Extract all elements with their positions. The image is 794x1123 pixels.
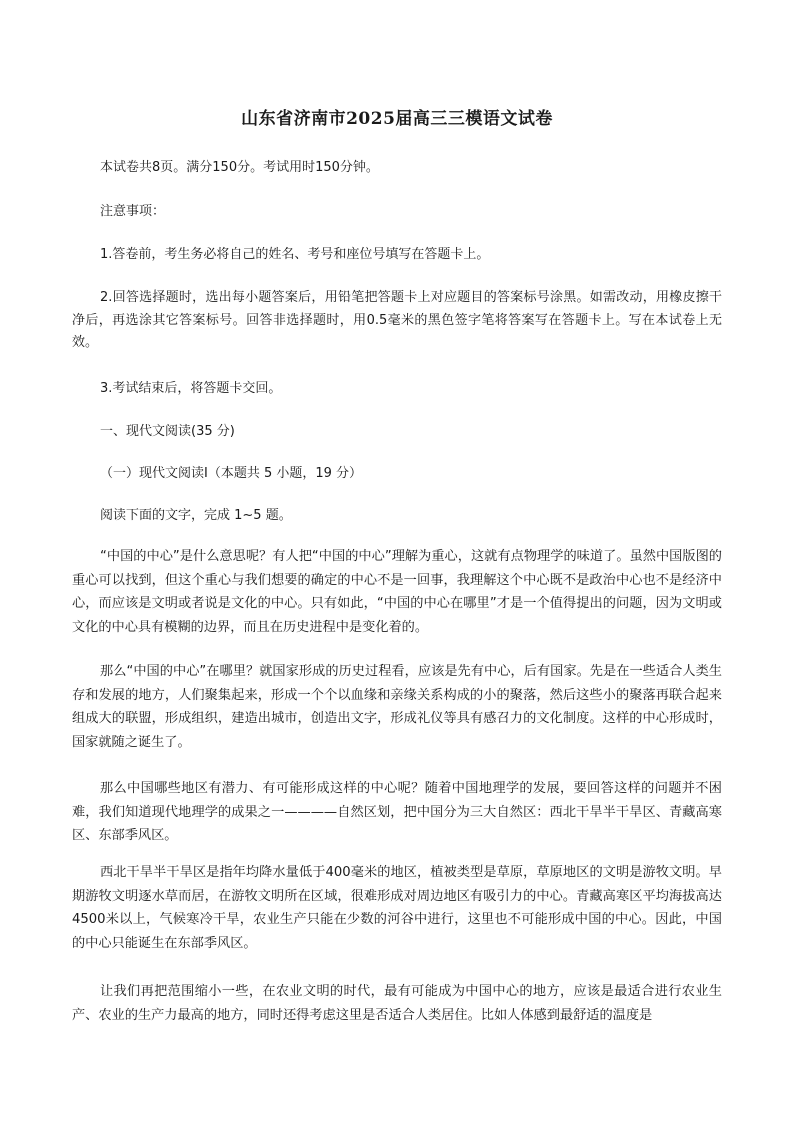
notice-heading: 注意事项： bbox=[100, 204, 166, 219]
reading-instruction: 阅读下面的文字，完成 1~5 题。 bbox=[100, 508, 292, 523]
passage-paragraph-2: 那么“中国的中心”在哪里？就国家形成的历史过程看，应该是先有中心，后有国家。先是在一些适合人类生存和发展的地方，人们聚集起来，形成一个个以血缘和亲缘关系构成的小的聚落，然后这些小的聚落再联合起来组成大的联盟，形成组织，建造出城市，创造出文字，形成礼仪等具有感召力的文化制度。这样的中心形成时，国家就随之诞生了。 bbox=[72, 664, 722, 750]
passage-paragraph-5: 让我们再把范围缩小一些，在农业文明的时代，最有可能成为中国中心的地方，应该是最适合进行农业生产、农业的生产力最高的地方，同时还得考虑这里是否适合人类居住。比如人体感到最舒适的温度是 bbox=[72, 984, 722, 1023]
passage-paragraph-1: “中国的中心”是什么意思呢？有人把“中国的中心”理解为重心，这就有点物理学的味道了。虽然中国版图的重心可以找到，但这个重心与我们想要的确定的中心不是一回事，我理解这个中心既不是政治中心也不是经济中心，而应该是文明或者说是文化的中心。只有如此，“中国的中心在哪里”才是一个值得提出的问题，因为文明或文化的中心具有模糊的边界，而且在历史进程中是变化着的。 bbox=[72, 549, 722, 635]
notice-item-2: 2.回答选择题时，选出每小题答案后，用铅笔把答题卡上对应题目的答案标号涂黑。如需改动，用橡皮擦干净后，再选涂其它答案标号。回答非选择题时，用0.5毫米的黑色签字笔将答案写在答题卡上。写在本试卷上无效。 bbox=[72, 290, 722, 350]
passage-paragraph-4: 西北干旱半干旱区是指年均降水量低于400毫米的地区，植被类型是草原，草原地区的文明是游牧文明。早期游牧文明逐水草而居，在游牧文明所在区域，很难形成对周边地区有吸引力的中心。青藏高寒区平均海拔高达4500米以上，气候寒冷干旱，农业生产只能在少数的河谷中进行，这里也不可能形成中国的中心。因此，中国的中心只能诞生在东部季风区。 bbox=[72, 865, 722, 951]
section-heading: 一、现代文阅读(35 分) bbox=[100, 424, 235, 439]
passage-paragraph-3: 那么中国哪些地区有潜力、有可能形成这样的中心呢？随着中国地理学的发展，要回答这样的问题并不困难，我们知道现代地理学的成果之一————自然区划，把中国分为三大自然区：西北干旱半干旱区、青藏高寒区、东部季风区。 bbox=[72, 781, 722, 843]
notice-item-3: 3.考试结束后，将答题卡交回。 bbox=[100, 381, 282, 396]
subsection-heading: （一）现代文阅读Ⅰ（本题共 5 小题，19 分） bbox=[100, 466, 363, 481]
page-title: 山东省济南市2025届高三三模语文试卷 bbox=[241, 109, 553, 129]
notice-item-1: 1.答卷前，考生务必将自己的姓名、考号和座位号填写在答题卡上。 bbox=[100, 247, 490, 262]
intro-text: 本试卷共8页。满分150分。考试用时150分钟。 bbox=[100, 160, 379, 175]
